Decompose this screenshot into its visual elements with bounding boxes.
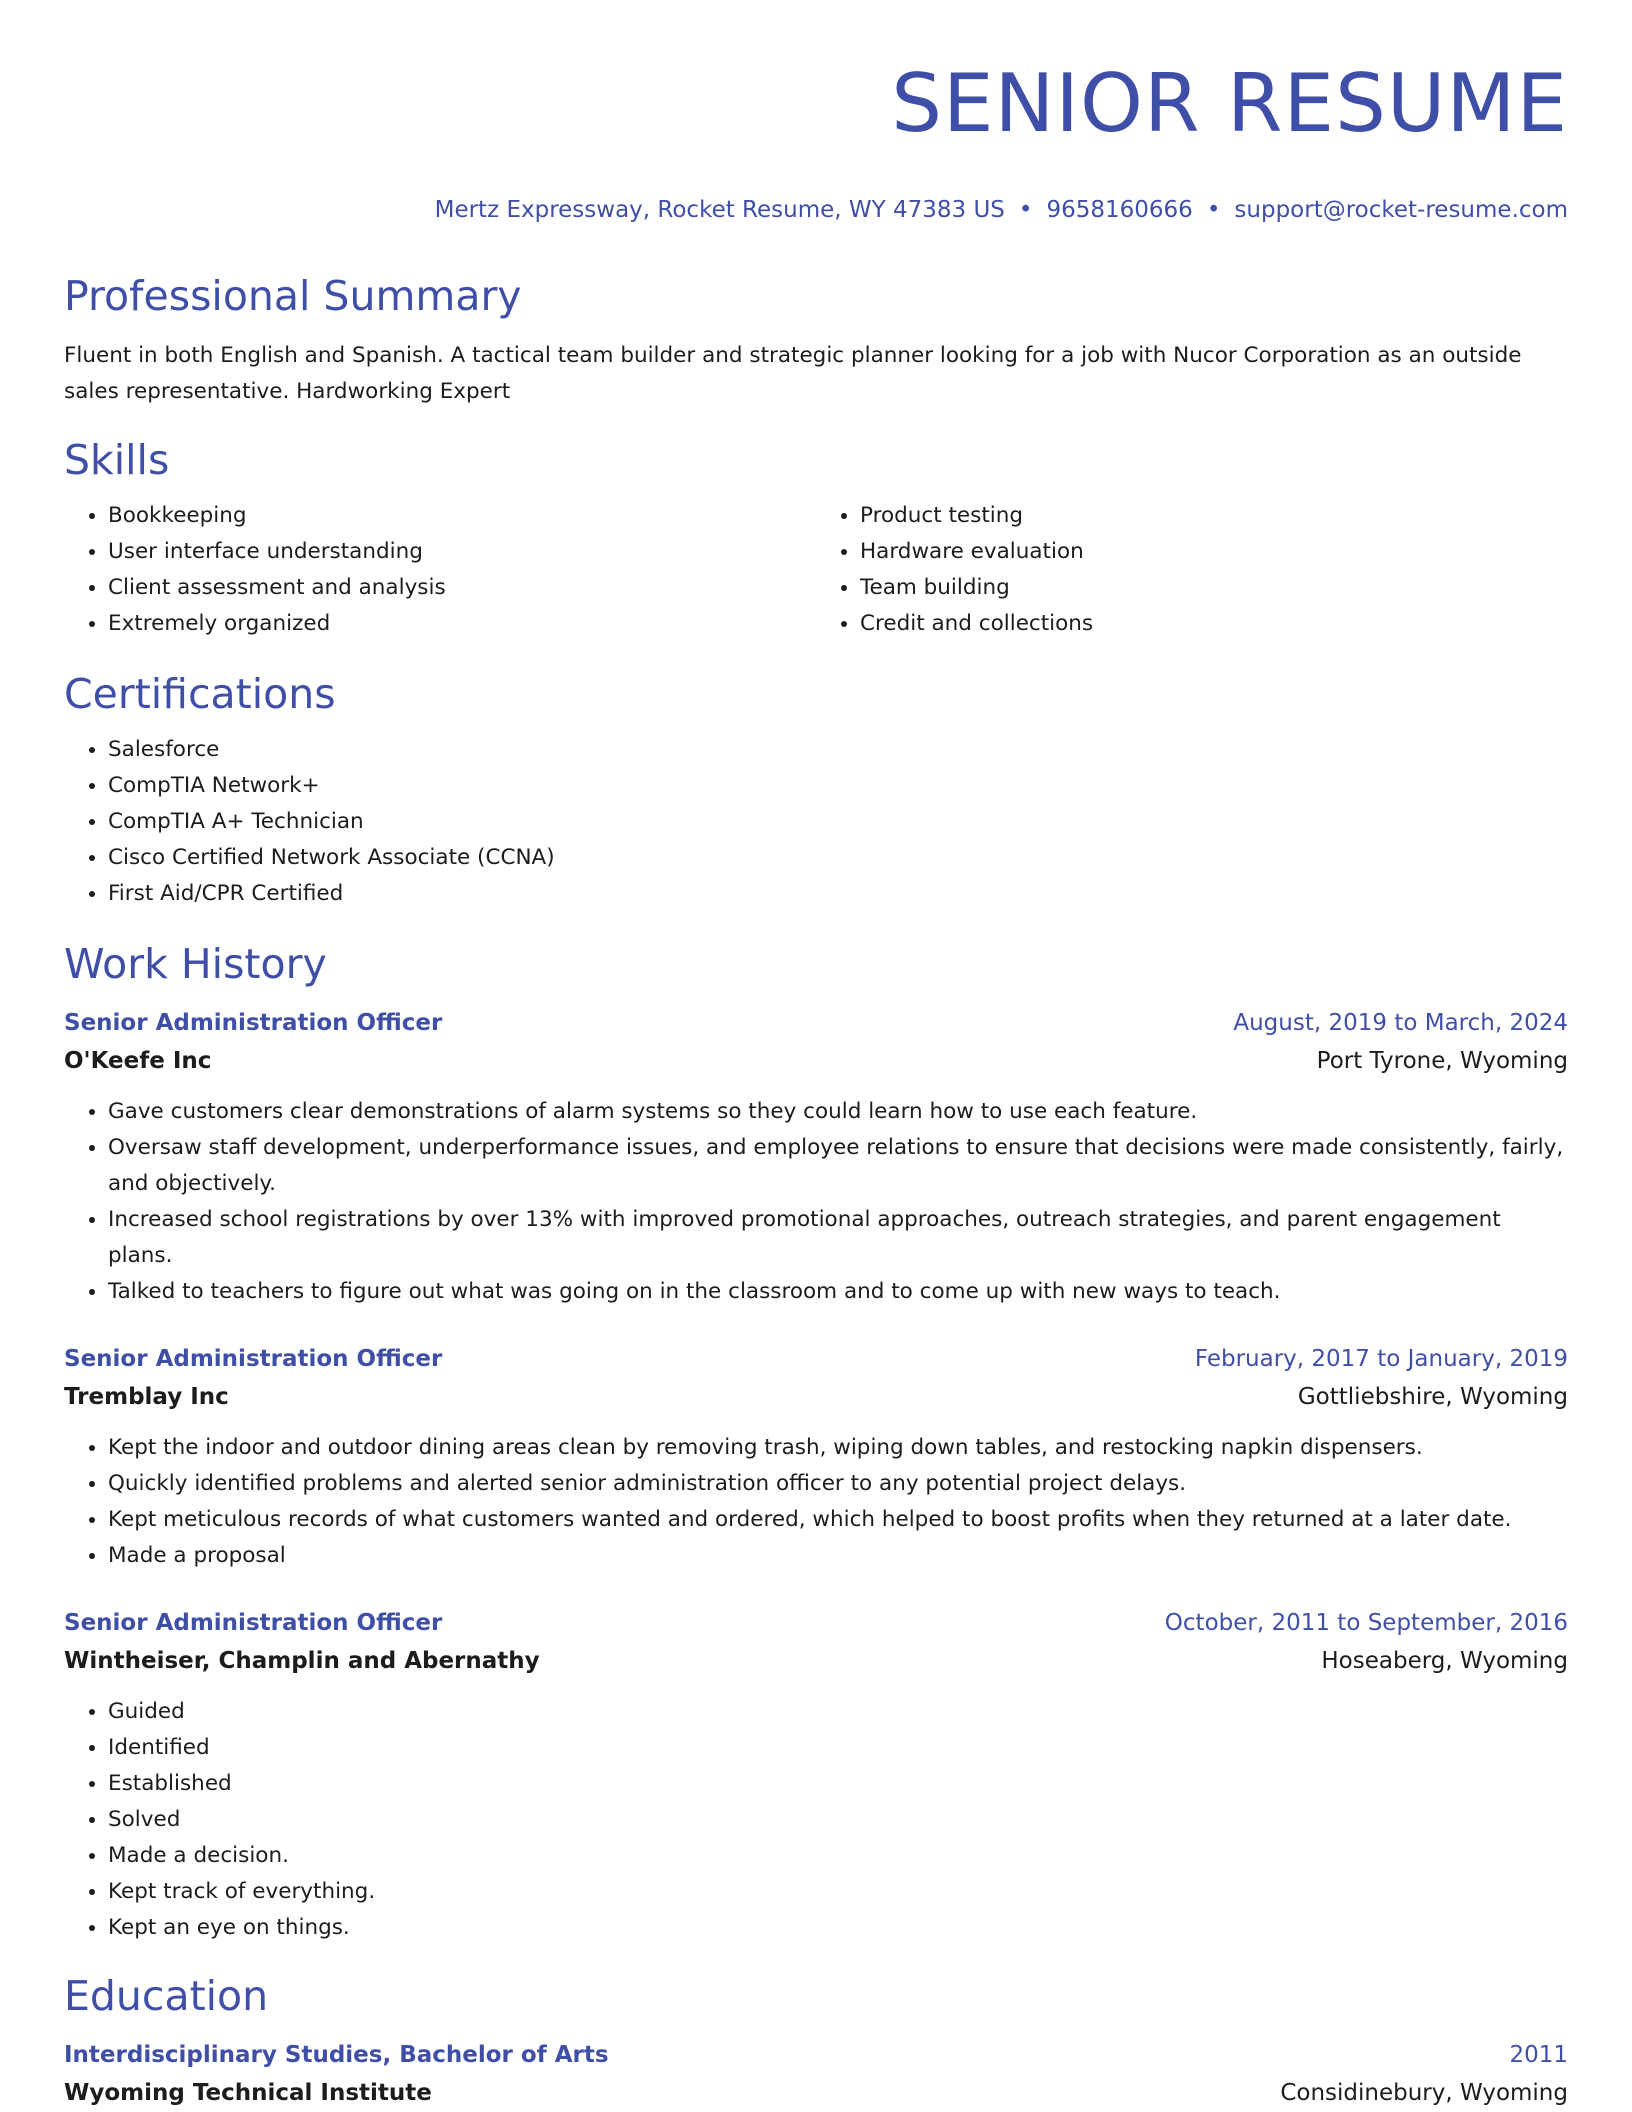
job-entry bbox=[64, 1604, 1568, 1946]
skills-list-left bbox=[64, 498, 816, 642]
skill-item: • Extremely organized bbox=[108, 606, 816, 642]
job-location: Port Tyrone, Wyoming bbox=[1316, 1048, 1568, 1074]
resume-name: SENIOR RESUME bbox=[891, 57, 1568, 150]
job-bullet: • Kept the indoor and outdoor dining areas clean by removing trash, wiping down tables, and restocking napkin dispensers. bbox=[108, 1430, 1568, 1466]
job-company: O'Keefe Inc bbox=[64, 1048, 212, 1074]
skill-item: • Hardware evaluation bbox=[860, 534, 1568, 570]
skill-item: • Client assessment and analysis bbox=[108, 570, 816, 606]
education-heading: Education bbox=[64, 1972, 269, 2020]
education-location: Considinebury, Wyoming bbox=[1280, 2080, 1568, 2106]
job-entry bbox=[64, 1340, 1568, 1574]
education-school: Wyoming Technical Institute bbox=[64, 2080, 432, 2106]
skill-item: • User interface understanding bbox=[108, 534, 816, 570]
job-title: Senior Administration Officer bbox=[64, 1010, 443, 1036]
skills-heading: Skills bbox=[64, 436, 170, 484]
contact-separator: • bbox=[1018, 197, 1033, 223]
certification-item: • Salesforce bbox=[108, 732, 1568, 768]
summary-text: Fluent in both English and Spanish. A tactical team builder and strategic planner looking for a job with Nucor Corporation as an outside sales representative. Hardworking Expert bbox=[64, 343, 1522, 404]
resume-header bbox=[64, 57, 1568, 226]
job-title: Senior Administration Officer bbox=[64, 1610, 443, 1636]
contact-separator: • bbox=[1206, 197, 1221, 223]
job-title: Senior Administration Officer bbox=[64, 1346, 443, 1372]
education-header-row bbox=[64, 2036, 1568, 2074]
job-bullet: • Solved bbox=[108, 1802, 1568, 1838]
job-bullet: • Identified bbox=[108, 1730, 1568, 1766]
certifications-list bbox=[64, 732, 1568, 912]
work-history-heading: Work History bbox=[64, 940, 327, 988]
job-bullet: • Increased school registrations by over 13% with improved promotional approaches, outreach strategies, and parent engagement plans. bbox=[108, 1202, 1568, 1274]
contact-email: support@rocket-resume.com bbox=[1234, 197, 1568, 223]
job-bullet: • Kept track of everything. bbox=[108, 1874, 1568, 1910]
job-bullet: • Kept meticulous records of what customers wanted and ordered, which helped to boost profits when they returned at a later date. bbox=[108, 1502, 1568, 1538]
skill-item: • Credit and collections bbox=[860, 606, 1568, 642]
job-company: Wintheiser, Champlin and Abernathy bbox=[64, 1648, 540, 1674]
contact-phone: 9658160666 bbox=[1046, 197, 1193, 223]
education-entry bbox=[64, 2036, 1568, 2112]
job-header-row bbox=[64, 1004, 1568, 1042]
job-bullet: • Made a decision. bbox=[108, 1838, 1568, 1874]
summary-heading: Professional Summary bbox=[64, 272, 522, 320]
job-bullet: • Established bbox=[108, 1766, 1568, 1802]
job-header-row bbox=[64, 1604, 1568, 1642]
job-bullet: • Talked to teachers to figure out what was going on in the classroom and to come up with new ways to teach. bbox=[108, 1274, 1568, 1310]
certification-item: • CompTIA A+ Technician bbox=[108, 804, 1568, 840]
job-bullet: • Oversaw staff development, underperformance issues, and employee relations to ensure that decisions were made consistently, fairly, and objectively. bbox=[108, 1130, 1568, 1202]
job-company-row bbox=[64, 1642, 1568, 1680]
certification-item: • CompTIA Network+ bbox=[108, 768, 1568, 804]
education-year: 2011 bbox=[1509, 2042, 1568, 2068]
job-bullet: • Made a proposal bbox=[108, 1538, 1568, 1574]
job-bullet: • Kept an eye on things. bbox=[108, 1910, 1568, 1946]
certification-item: • Cisco Certified Network Associate (CCNA) bbox=[108, 840, 1568, 876]
job-location: Hoseaberg, Wyoming bbox=[1321, 1648, 1568, 1674]
job-company: Tremblay Inc bbox=[64, 1384, 229, 1410]
job-dates: February, 2017 to January, 2019 bbox=[1194, 1346, 1568, 1372]
job-bullets bbox=[64, 1094, 1568, 1310]
job-location: Gottliebshire, Wyoming bbox=[1297, 1384, 1568, 1410]
job-dates: August, 2019 to March, 2024 bbox=[1233, 1010, 1568, 1036]
education-degree: Interdisciplinary Studies, Bachelor of Arts bbox=[64, 2042, 609, 2068]
certification-item: • First Aid/CPR Certified bbox=[108, 876, 1568, 912]
job-dates: October, 2011 to September, 2016 bbox=[1164, 1610, 1568, 1636]
job-bullet: • Guided bbox=[108, 1694, 1568, 1730]
education-school-row bbox=[64, 2074, 1568, 2112]
skill-item: • Team building bbox=[860, 570, 1568, 606]
certifications-heading: Certifications bbox=[64, 670, 336, 718]
job-bullets bbox=[64, 1430, 1568, 1574]
job-company-row bbox=[64, 1042, 1568, 1080]
skill-item: • Product testing bbox=[860, 498, 1568, 534]
job-bullets bbox=[64, 1694, 1568, 1946]
skills-list-right bbox=[816, 498, 1568, 642]
contact-line bbox=[64, 194, 1568, 226]
job-company-row bbox=[64, 1378, 1568, 1416]
job-entry bbox=[64, 1004, 1568, 1310]
job-bullet: • Quickly identified problems and alerted senior administration officer to any potential project delays. bbox=[108, 1466, 1568, 1502]
skill-item: • Bookkeeping bbox=[108, 498, 816, 534]
job-bullet: • Gave customers clear demonstrations of alarm systems so they could learn how to use each feature. bbox=[108, 1094, 1568, 1130]
skills-grid bbox=[64, 498, 1568, 642]
contact-address: Mertz Expressway, Rocket Resume, WY 47383 US bbox=[434, 197, 1005, 223]
job-header-row bbox=[64, 1340, 1568, 1378]
